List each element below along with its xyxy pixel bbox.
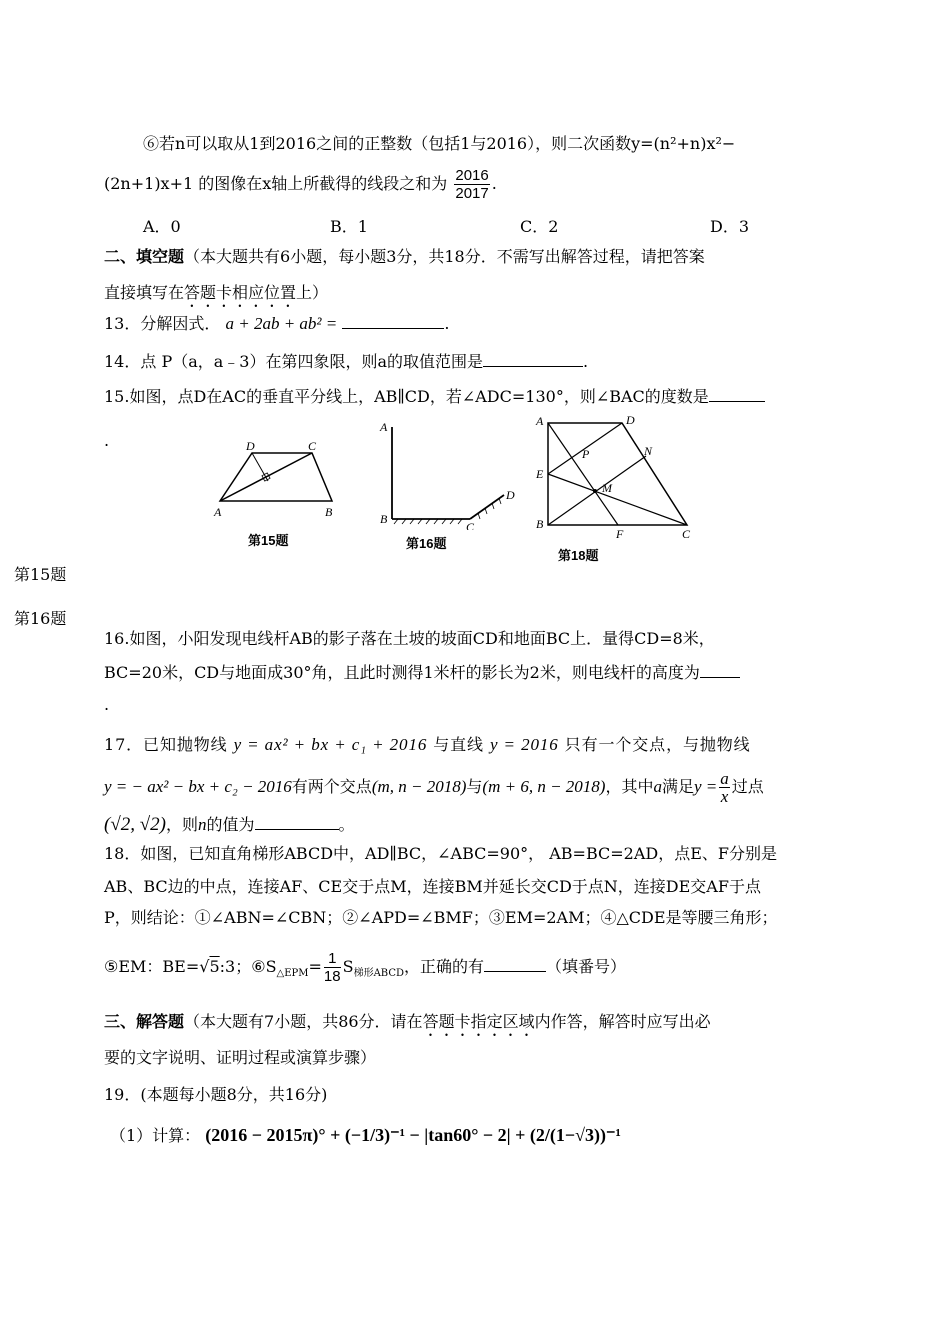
section3-heading: 三、解答题 (104, 1012, 185, 1031)
q19-part1-label: （1）计算： (110, 1126, 201, 1145)
fig16-hatch (394, 498, 501, 524)
q18-s2: S (342, 957, 354, 976)
q18-line4 (104, 950, 626, 985)
fig15-label-d: D (246, 439, 255, 453)
q15-text: 15.如图，点D在AC的垂直平分线上，AB∥CD，若∠ADC=130°，则∠BAC的度数是 (104, 387, 709, 406)
fig18-line-bn (548, 456, 646, 525)
q18-fraction (324, 950, 341, 985)
fig15-perpendicular (252, 453, 268, 481)
section2-desc2-emphasis: 答题卡相应位置 (184, 283, 297, 302)
fig16-caption: 第16题 (406, 536, 447, 551)
q17-var-n: n (198, 815, 207, 834)
q17-then: ，则 (166, 815, 199, 834)
q17-line1 (104, 734, 751, 756)
q17-line1-tail: 只有一个交点，与抛物线 (564, 735, 751, 754)
q17-answer-blank[interactable] (255, 815, 339, 830)
q18-line1: 18．如图，已知直角梯形ABCD中，AD∥BC，∠ABC=90°， AB=BC=2AD，点E、F分别是 (104, 844, 777, 863)
q18-line2: AB、BC边的中点，连接AF、CE交于点M，连接BM并延长交CD于点N，连接DE交AF于点 (104, 877, 761, 896)
q17-where: ，其中 (605, 777, 654, 796)
q17-frac-num: a (720, 769, 729, 788)
fig18-line-ce (548, 474, 687, 525)
q17-var-a: a (653, 777, 662, 796)
section3-line1 (104, 1011, 711, 1040)
q17-end: 。 (338, 815, 355, 834)
fig18-point-m (593, 489, 597, 493)
side-label-16: 第16题 (14, 609, 67, 628)
q13-end: . (444, 314, 450, 333)
section2-line1 (104, 246, 705, 268)
q12-option-c: C．2 (520, 217, 559, 236)
q15-answer-blank[interactable] (709, 387, 765, 402)
q18-fill-number: （填番号） (546, 957, 627, 976)
q16-line1: 16.如图，小阳发现电线杆AB的影子落在土坡的坡面CD和地面BC上．量得CD=8米， (104, 629, 715, 648)
q18-eq: = (308, 957, 322, 976)
q12-option-d: D．3 (710, 217, 750, 236)
section3-desc1-post: 内作答，解答时应写出必 (534, 1012, 711, 1031)
q18-sub-trapezoid: 梯形ABCD (353, 968, 405, 980)
fig15-trapezoid (220, 453, 332, 501)
fig18-line-af (548, 423, 618, 525)
q18-frac-den: 18 (323, 968, 341, 985)
fig15-label-c: C (308, 439, 317, 453)
q18-correct: ，正确的有 (404, 957, 485, 976)
fig16-label-a: A (380, 420, 388, 434)
q12-end: . (491, 174, 497, 193)
q17-and: 与 (466, 777, 483, 796)
section2-heading: 二、填空题 (104, 247, 185, 266)
q13-answer-blank[interactable] (342, 314, 444, 329)
q12-frac-num: 2016 (455, 167, 489, 184)
q17-parabola1: y = ax² + bx + c₁ + 2016 (233, 735, 428, 754)
q17-y-eq: y = (693, 777, 718, 796)
q16-line2-text: BC=20米，CD与地面成30°角，且此时测得1米杆的影长为2米，则电线杆的高度为 (104, 663, 700, 682)
fig18-label-p: P (582, 447, 590, 461)
q13-label: 13．分解因式． (104, 314, 221, 333)
fig18-label-n: N (644, 444, 653, 458)
q17-point1: (m, n − 2018) (371, 777, 467, 796)
q16-answer-blank[interactable] (700, 663, 740, 678)
fig18-label-e: E (536, 467, 544, 481)
section2-line2 (104, 282, 328, 311)
fig18-label-m: M (602, 481, 612, 495)
q16-end: . (104, 695, 110, 714)
q18-sqrt: √5 (199, 957, 220, 976)
q19-part1 (110, 1124, 621, 1147)
q14-text: 14．点 P（a，a﹣3）在第四象限，则a的取值范围是 (104, 352, 484, 371)
q12-line2 (104, 167, 497, 202)
q17-fraction (719, 770, 730, 805)
fig18-label-a: A (536, 414, 544, 428)
q17-intro: 17．已知抛物线 (104, 735, 228, 754)
section2-desc2-pre: 直接填写在 (104, 283, 185, 302)
section2-desc1: （本大题共有6小题，每小题3分，共18分．不需写出解答过程，请把答案 (184, 247, 705, 266)
q17-line-expr: y = 2016 (489, 735, 559, 754)
q13-expr: a + 2ab + ab² = (225, 314, 338, 333)
q14 (104, 351, 588, 373)
fig15-label-b: B (325, 505, 333, 519)
q17-two-points: 有两个交点 (291, 777, 372, 796)
q18-line3: P，则结论：①∠ABN=∠CBN；②∠APD=∠BMF；③EM=2AM；④△CDE是等腰三角形； (104, 908, 778, 927)
q18-frac-num: 1 (324, 950, 341, 968)
q17-value-of: 的值为 (206, 815, 255, 834)
q18-em-be: ⑤EM：BE= (104, 957, 200, 976)
section3-desc1-emphasis: 答题卡指定区域 (422, 1012, 535, 1031)
fig18-label-f: F (616, 527, 624, 541)
section2-desc2-post: 上） (296, 283, 329, 302)
fig16-label-c: C (466, 520, 475, 530)
q14-answer-blank[interactable] (483, 352, 583, 367)
figure-15 (210, 438, 340, 523)
q14-end: . (583, 352, 589, 371)
q18-sub-epm: △EPM (276, 968, 309, 980)
q12-option-a: A．0 (143, 217, 181, 236)
q17-point-sqrt2: (√2, √2) (104, 814, 167, 835)
q12-line2-text: (2n+1)x+1 的图像在x轴上所截得的线段之和为 (104, 174, 448, 193)
fig16-label-b: B (380, 512, 388, 526)
q17-passes: 过点 (731, 777, 764, 796)
q19-header: 19．(本题每小题8分，共16分) (104, 1085, 328, 1104)
q17-line2 (104, 770, 764, 805)
q18-ratio-s: :3；⑥S (219, 957, 277, 976)
q17-point2: (m + 6, n − 2018) (482, 777, 606, 796)
q17-satisfies: 满足 (661, 777, 694, 796)
section3-desc1-pre: （本大题有7小题，共86分．请在 (184, 1012, 423, 1031)
q17-parabola2: y = − ax² − bx + c₂ − 2016 (104, 777, 292, 796)
q12-fraction (454, 167, 489, 202)
fig16-label-d: D (506, 488, 515, 502)
fig18-caption: 第18题 (558, 548, 599, 563)
side-label-15: 第15题 (14, 565, 67, 584)
fig18-label-b: B (536, 517, 544, 531)
q12-line1: ⑥若n可以取从1到2016之间的正整数（包括1与2016），则二次函数y=(n²+n)x²− (143, 134, 736, 153)
q13 (104, 313, 449, 335)
q12-option-b: B．1 (330, 217, 368, 236)
q18-sqrt-radicand: 5 (209, 957, 220, 976)
q17-frac-den: x (720, 787, 729, 806)
q12-frac-den: 2017 (455, 185, 489, 202)
fig15-label-a: A (214, 505, 222, 519)
fig18-label-d: D (626, 413, 635, 427)
q15-end: . (104, 431, 110, 450)
q18-answer-blank[interactable] (484, 957, 546, 972)
figure-18 (530, 410, 700, 545)
q19-part1-expr: (2016 − 2015π)° + (−1/3)⁻¹ − |tan60° − 2| + (2/(1−√3))⁻¹ (205, 1125, 621, 1145)
section3-line2: 要的文字说明、证明过程或演算步骤） (104, 1048, 377, 1067)
q17-line3 (104, 814, 355, 836)
q17-line-word: 与直线 (433, 735, 484, 754)
fig18-label-c: C (682, 527, 691, 541)
q15 (104, 386, 765, 408)
q16-line2 (104, 662, 740, 684)
fig15-caption: 第15题 (248, 533, 289, 548)
figure-16 (370, 415, 520, 530)
